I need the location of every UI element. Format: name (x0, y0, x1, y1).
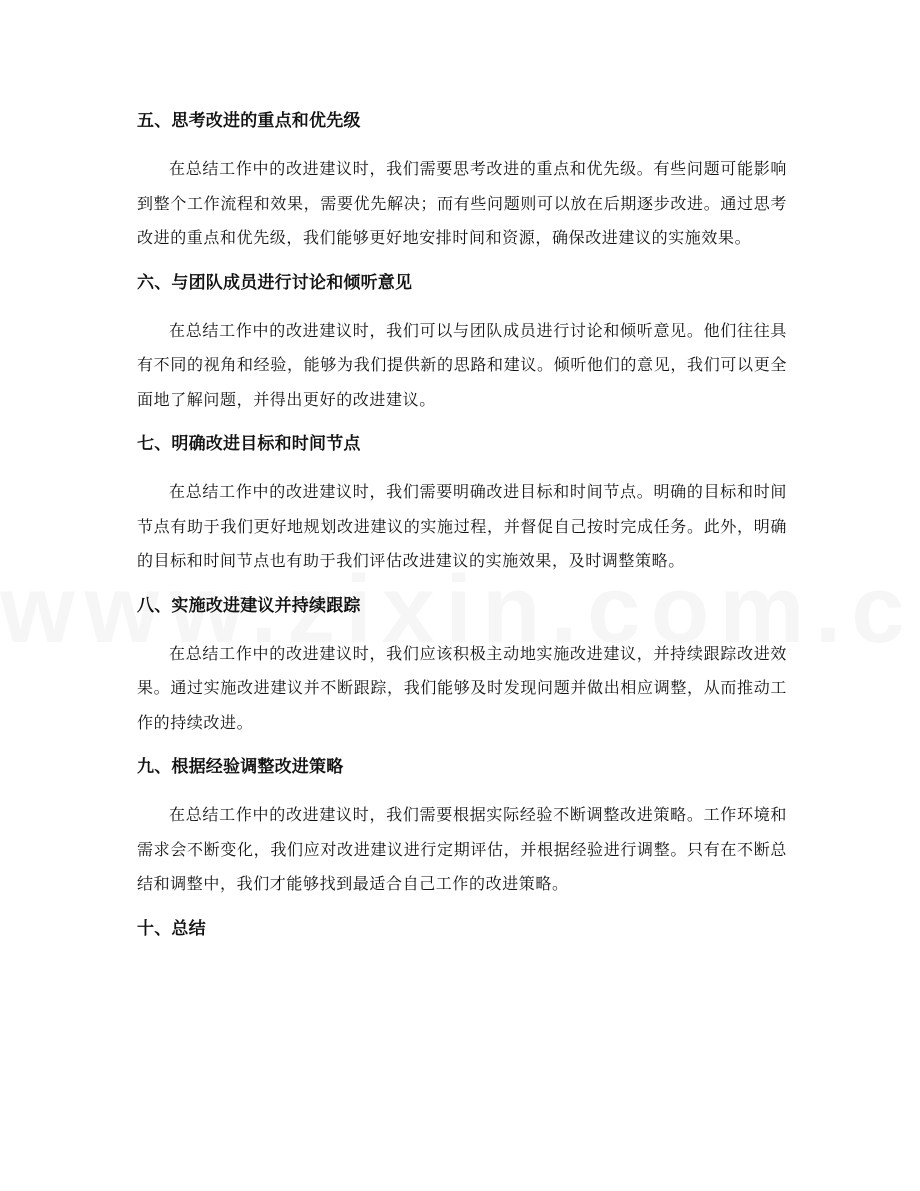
section-paragraph: 在总结工作中的改进建议时，我们需要根据实际经验不断调整改进策略。工作环境和需求会不断变化，我们应对改进建议进行定期评估，并根据经验进行调整。只有在不断总结和调整中，我们才能够找到最适合自己工作的改进策略。 (137, 805, 787, 893)
section-10 (137, 912, 787, 946)
section-paragraph: 在总结工作中的改进建议时，我们可以与团队成员进行讨论和倾听意见。他们往往具有不同的视角和经验，能够为我们提供新的思路和建议。倾听他们的意见，我们可以更全面地了解问题，并得出更好的改进建议。 (137, 320, 787, 409)
section-heading: 六、与团队成员进行讨论和倾听意见 (137, 272, 413, 293)
section-heading: 五、思考改进的重点和优先级 (137, 111, 361, 131)
section-7 (137, 427, 787, 579)
section-paragraph: 在总结工作中的改进建议时，我们应该积极主动地实施改进建议，并持续跟踪改进效果。通过实施改进建议并不断跟踪，我们能够及时发现问题并做出相应调整，从而推动工作的持续改进。 (137, 643, 787, 732)
section-heading: 十、总结 (137, 918, 206, 939)
section-9 (137, 750, 787, 902)
section-paragraph: 在总结工作中的改进建议时，我们需要思考改进的重点和优先级。有些问题可能影响到整个工作流程和效果，需要优先解决；而有些问题则可以放在后期逐步改进。通过思考改进的重点和优先级，我们能够更好地安排时间和资源，确保改进建议的实施效果。 (137, 159, 787, 247)
section-8 (137, 589, 787, 741)
section-heading: 九、根据经验调整改进策略 (137, 757, 344, 777)
document-body (137, 104, 787, 960)
section-5 (137, 104, 787, 256)
section-heading: 七、明确改进目标和时间节点 (137, 434, 361, 454)
section-6 (137, 266, 787, 418)
section-paragraph: 在总结工作中的改进建议时，我们需要明确改进目标和时间节点。明确的目标和时间节点有助于我们更好地规划改进建议的实施过程，并督促自己按时完成任务。此外，明确的目标和时间节点也有助于我们评估改进建议的实施效果，及时调整策略。 (137, 482, 787, 570)
section-heading: 八、实施改进建议并持续跟踪 (137, 595, 361, 616)
